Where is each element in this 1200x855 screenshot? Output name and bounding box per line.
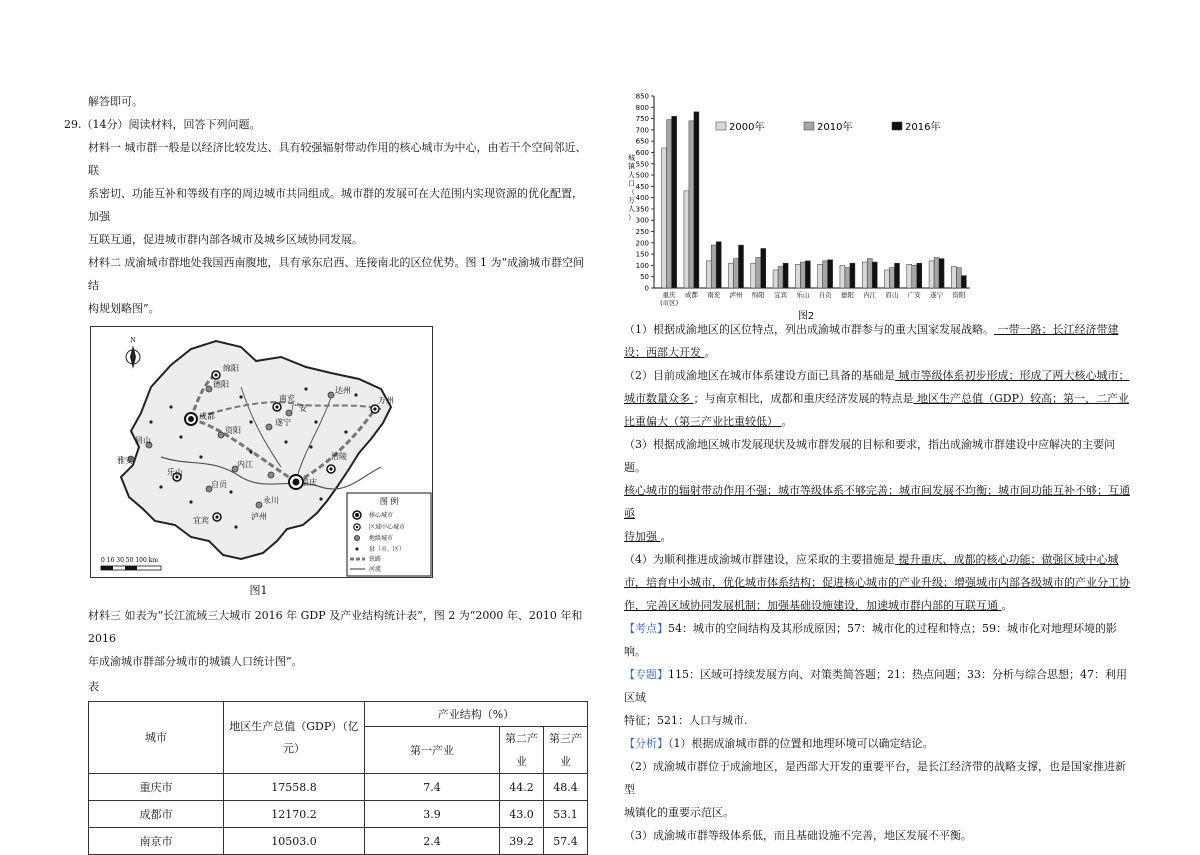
table-cell-first: 2.4 <box>365 828 500 855</box>
legend-title: 图 例 <box>379 497 399 506</box>
bar <box>867 259 872 288</box>
table-cell-city: 南京市 <box>89 828 224 855</box>
x-tick-label: 资阳 <box>952 291 966 299</box>
bar <box>823 261 828 288</box>
bar <box>783 263 788 288</box>
map-city-label: 资阳 <box>225 426 241 435</box>
table-header-second: 第二产业 <box>500 727 544 774</box>
table-header-first: 第一产业 <box>365 727 500 774</box>
legend-swatch <box>804 122 814 130</box>
q4-cont: 作，完善区域协同发展机制；加强基础设施建设，加速城市群内部的互联互通 。 <box>624 599 1013 612</box>
table-cell-third: 53.1 <box>544 801 588 828</box>
map-city-label: 万州 <box>378 396 394 405</box>
map-city-label: 宜宾 <box>193 516 209 525</box>
bar <box>734 259 739 288</box>
y-tick-label: 50 <box>640 273 649 282</box>
table-cell-gdp: 10503.0 <box>224 828 365 855</box>
map-city-label: 内江 <box>237 460 253 469</box>
bar <box>895 263 900 288</box>
north-label: N <box>130 337 136 344</box>
map-city-label: 自贡 <box>211 480 227 489</box>
x-tick-label: 德阳 <box>840 291 854 299</box>
fenxi-2-cont: 城镇化的重要示范区。 <box>624 806 734 819</box>
left-column <box>64 90 588 855</box>
bar <box>672 116 677 288</box>
y-axis-label: 城镇人口（万人） <box>628 154 635 222</box>
table-cell-city: 成都市 <box>89 801 224 828</box>
x-tick-label: 眉山 <box>885 291 899 299</box>
legend-county: 县（市、区） <box>369 546 406 553</box>
bar <box>729 263 734 288</box>
y-tick-label: 300 <box>635 216 649 225</box>
figure1-caption: 图1 <box>249 584 268 597</box>
material3-line2: 年成渝城市群部分城市的城镇人口统计图”。 <box>88 655 303 668</box>
table-header-gdp: 地区生产总值（GDP）（亿元） <box>224 702 365 774</box>
q2-cont2: 比重偏大（第三产业比重较低） 。 <box>624 415 793 428</box>
bar <box>939 259 944 288</box>
q3: （3）根据成渝地区城市发展现状及城市群发展的目标和要求，指出成渝城市群建设中应解决的主要问题。 <box>624 438 1115 474</box>
figure2-caption: 图2 <box>797 311 815 322</box>
kaodian-tag: 【考点】 <box>624 622 668 635</box>
bar <box>778 267 783 288</box>
map-city-label: 雅安 <box>117 456 133 465</box>
scale-bar <box>101 557 161 570</box>
map-city-label: 成都 <box>199 412 215 421</box>
x-tick-label: (市区) <box>660 299 679 307</box>
bar <box>872 262 877 288</box>
table-header-third: 第三产业 <box>544 727 588 774</box>
legend-prefecture-city: 地级城市 <box>369 535 394 542</box>
fenxi-2: （2）成渝城市群位于成渝地区，是西部大开发的重要平台，是长江经济带的战略支撑，也是国家推进新型 <box>624 760 1126 796</box>
bar <box>845 268 850 288</box>
material1-line2: 系密切、功能互补和等级有序的周边城市共同组成。城市群的发展可在大范围内实现资源的优化配置，加强 <box>88 187 583 223</box>
fenxi: 【分析】（1）根据成渝城市群的位置和地理环境可以确定结论。 <box>624 737 934 750</box>
bar <box>934 258 939 288</box>
q3-cont: 待加强 。 <box>624 530 672 543</box>
map-city-label: 乐山 <box>167 468 183 477</box>
map-svg <box>91 327 432 577</box>
map-city-label: 南充 <box>279 394 295 403</box>
fenxi-tag: 【分析】 <box>624 737 668 750</box>
y-tick-label: 400 <box>635 194 649 203</box>
legend-river: 河流 <box>369 566 382 573</box>
table-cell-third: 57.4 <box>544 828 588 855</box>
bar <box>890 268 895 288</box>
table-cell-second: 43.0 <box>500 801 544 828</box>
q1-cont: 设；西部大开发 。 <box>624 346 716 359</box>
y-tick-label: 650 <box>635 137 649 146</box>
q3-answer-part1: 核心城市的辐射带动作用不强；城市等级体系不够完善；城市间发展不均衡；城市间功能互补不够；互通亟 <box>624 484 1130 520</box>
bar <box>694 112 699 288</box>
map-city-label: 达州 <box>335 386 351 395</box>
y-tick-label: 0 <box>644 284 649 293</box>
zhuanti: 【专题】115：区域可持续发展方向、对策类简答题；21：热点问题；33：分析与综合思想；47：利用区域 <box>624 668 1127 704</box>
y-tick-label: 450 <box>635 182 649 191</box>
legend-label: 2016年 <box>905 122 941 133</box>
bar <box>956 268 961 288</box>
bar <box>912 265 917 288</box>
q2-answer-part1: 城市等级体系初步形成；形成了两大核心城市； <box>895 369 1130 382</box>
bar <box>951 267 956 288</box>
bar <box>850 263 855 288</box>
table-cell-first: 7.4 <box>365 774 500 801</box>
right-column <box>624 90 1130 847</box>
map-city-label: 重庆 <box>301 478 317 487</box>
map-city-label: 永川 <box>263 496 279 505</box>
table-cell-gdp: 12170.2 <box>224 801 365 828</box>
material2-line1: 材料二 成渝城市群地处我国西南腹地，具有承东启西、连接南北的区位优势。图 1 为“成渝城市群空间结 <box>88 256 585 292</box>
x-tick-label: 泸州 <box>729 291 743 299</box>
y-tick-label: 700 <box>635 126 649 135</box>
scale-label: 0 16 30 50 100 km <box>101 557 159 564</box>
bar <box>751 263 756 288</box>
gdp-table <box>88 701 588 855</box>
q2-answer-part2: 城市数量众多 <box>624 392 694 405</box>
table-row <box>89 828 588 855</box>
y-tick-label: 250 <box>635 228 649 237</box>
y-tick-label: 750 <box>635 115 649 124</box>
y-tick-label: 550 <box>635 160 649 169</box>
legend-regional-city: 区域中心城市 <box>369 524 406 531</box>
legend-swatch <box>892 122 902 130</box>
bar <box>818 264 823 288</box>
x-tick-label: 内江 <box>863 291 877 299</box>
legend-core-city: 核心城市 <box>369 512 394 519</box>
q1-answer-part1: 一带一路；长江经济带建 <box>994 323 1119 336</box>
table-cell-city: 重庆市 <box>89 774 224 801</box>
map-city-label: 泸州 <box>251 512 267 521</box>
table-cell-third: 48.4 <box>544 774 588 801</box>
y-tick-label: 100 <box>635 261 649 270</box>
bar <box>761 248 766 288</box>
x-tick-label: 广安 <box>907 291 921 299</box>
figure1-map <box>90 326 433 578</box>
bar <box>716 242 721 288</box>
chart-svg <box>624 90 974 322</box>
legend-railway: 铁路 <box>369 556 382 563</box>
core-city-chengdu <box>185 413 197 425</box>
legend-swatch <box>716 122 726 130</box>
y-tick-label: 350 <box>635 205 649 214</box>
map-legend <box>347 493 431 576</box>
kaodian: 【考点】54：城市的空间结构及其形成原因；57：城市化的过程和特点；59：城市化对地理环境的影响。 <box>624 622 1117 658</box>
y-tick-label: 500 <box>635 171 649 180</box>
material3-line1: 材料三 如表为“长江流域三大城市 2016 年 GDP 及产业结构统计表”，图 2 为“2000 年、2010 年和 2016 <box>88 609 583 645</box>
y-tick-label: 200 <box>635 239 649 248</box>
fenxi-3: （3）成渝城市群等级体系低，而且基础设施不完善，地区发展不平衡。 <box>624 829 972 842</box>
q4: （4）为顺利推进成渝城市群建设，应采取的主要措施是 提升重庆、成都的核心功能；做强区域中心城 <box>624 553 1119 566</box>
map-city-label: 涪陵 <box>331 452 347 461</box>
map-city-label: 遂宁 <box>275 418 291 427</box>
x-tick-label: 自贡 <box>818 291 832 299</box>
table-header-structure: 产业结构（%） <box>365 702 588 727</box>
q1: （1）根据成渝地区的区位特点，列出成渝城市群参与的重大国家发展战略。 一带一路；长江经济带建 <box>624 323 1119 336</box>
question-heading: 29.（14分）阅读材料，回答下列问题。 <box>64 118 261 131</box>
q2-cont: 城市数量众多 ；与南京相比，成都和重庆经济发展的特点是 地区生产总值（GDP）较高；第一、二产业 <box>624 392 1130 405</box>
bar <box>795 264 800 288</box>
bar <box>862 262 867 288</box>
y-tick-label: 850 <box>635 92 649 101</box>
x-tick-label: 成都 <box>684 291 698 299</box>
bar <box>907 264 912 288</box>
y-tick-label: 600 <box>635 148 649 157</box>
table-cell-second: 39.2 <box>500 828 544 855</box>
x-tick-label: 遂宁 <box>930 291 944 299</box>
table-cell-gdp: 17558.8 <box>224 774 365 801</box>
bar <box>684 191 689 288</box>
bar <box>773 270 778 288</box>
y-tick-label: 150 <box>635 250 649 259</box>
table-header-city: 城市 <box>89 702 224 774</box>
table-cell-second: 44.2 <box>500 774 544 801</box>
material2-line2: 构规划略图”。 <box>88 302 160 315</box>
q2: （2）目前成渝地区在城市体系建设方面已具备的基础是 城市等级体系初步形成；形成了两大核心城市； <box>624 369 1130 382</box>
x-tick-label: 南充 <box>707 291 721 299</box>
zhuanti-tag: 【专题】 <box>624 668 668 681</box>
bar <box>667 120 672 288</box>
bar <box>885 270 890 288</box>
legend-label: 2000年 <box>729 122 765 133</box>
bar <box>929 261 934 288</box>
table-label: 表 <box>88 680 99 693</box>
q4-answer-part2: 市，培育中小城市，优化城市体系结构；促进核心城市的产业升级；增强城市内部各级城市的产业分工协 <box>624 576 1130 589</box>
table-row <box>89 774 588 801</box>
map-city-label: 广安 <box>291 404 307 413</box>
material1-line3: 互联互通，促进城市群内部各城市及城乡区域协同发展。 <box>88 233 363 246</box>
bar <box>739 245 744 288</box>
q2-answer-part3: 地区生产总值（GDP）较高；第一、二产业 <box>913 392 1130 405</box>
bar <box>805 261 810 288</box>
q2-answer-part4: 比重偏大（第三产业比重较低） <box>624 415 782 428</box>
north-arrow-icon <box>126 337 140 369</box>
bar <box>800 262 805 288</box>
q4-answer-part3: 作，完善区域协同发展机制；加强基础设施建设，加速城市群内部的互联互通 <box>624 599 1002 612</box>
zhuanti-cont: 特征；521：人口与城市. <box>624 714 748 727</box>
bar <box>961 276 966 288</box>
figure2-chart <box>624 90 974 322</box>
map-city-label: 眉山 <box>135 436 151 445</box>
q1-answer-part2: 设；西部大开发 <box>624 346 705 359</box>
material1-line1: 材料一 城市群一般是以经济比较发达、具有较强辐射带动作用的核心城市为中心，由若干个空间邻近、联 <box>88 141 587 177</box>
x-tick-label: 重庆 <box>662 291 676 299</box>
bar <box>756 258 761 288</box>
map-city-label: 德阳 <box>213 380 229 389</box>
x-tick-label: 宜宾 <box>774 291 788 299</box>
table-cell-first: 3.9 <box>365 801 500 828</box>
y-tick-label: 800 <box>635 103 649 112</box>
bar <box>711 245 716 288</box>
bar <box>689 121 694 288</box>
bar <box>917 263 922 288</box>
bar <box>828 260 833 288</box>
bar <box>706 261 711 288</box>
map-city-label: 绵阳 <box>223 364 239 373</box>
bar <box>840 265 845 288</box>
x-tick-label: 乐山 <box>796 291 810 299</box>
x-tick-label: 绵阳 <box>751 291 765 299</box>
bar <box>662 148 667 288</box>
legend-label: 2010年 <box>817 122 853 133</box>
q4-answer-part1: 提升重庆、成都的核心功能；做强区域中心城 <box>895 553 1119 566</box>
intro-line: 解答即可。 <box>88 95 143 108</box>
table-row <box>89 801 588 828</box>
q3-answer-part2: 待加强 <box>624 530 661 543</box>
